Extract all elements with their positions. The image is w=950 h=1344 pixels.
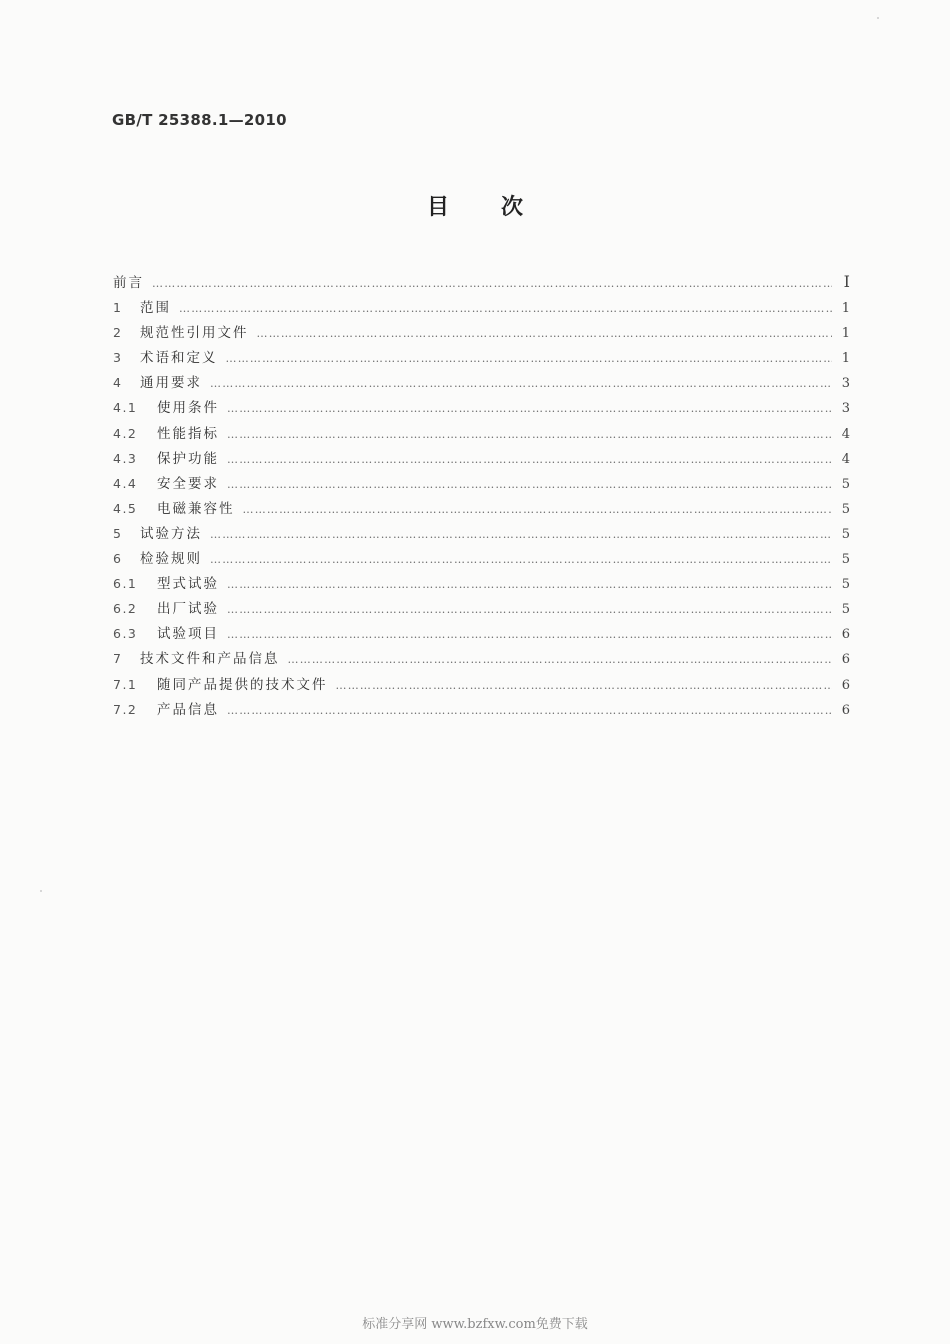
toc-entry-page: 6 — [841, 627, 850, 643]
toc-leader-dots — [210, 377, 832, 390]
toc-title — [0, 190, 950, 221]
toc-entry[interactable] — [113, 647, 850, 672]
toc-entry-number: 4.2 — [113, 425, 138, 441]
toc-entry[interactable] — [113, 321, 850, 346]
toc-entry-page: 3 — [841, 376, 850, 392]
toc-entry-number: 6.3 — [113, 626, 138, 642]
toc-entry-number: 4 — [113, 375, 123, 391]
toc-entry-title: 技术文件和产品信息 — [140, 651, 280, 668]
toc-entry-page: 1 — [841, 351, 850, 367]
toc-entry-page: 3 — [841, 401, 850, 417]
toc-entry-number: 6.1 — [113, 576, 138, 592]
toc-entry[interactable] — [113, 296, 850, 321]
toc-entry-page: 4 — [841, 451, 850, 467]
toc-leader-dots — [152, 277, 832, 290]
standard-number: GB/T 25388.1—2010 — [112, 111, 287, 129]
toc-entry-page: 6 — [841, 702, 850, 718]
toc-entry[interactable] — [113, 597, 850, 622]
toc-entry[interactable] — [113, 422, 850, 447]
toc-entry-page: 5 — [841, 526, 850, 542]
toc-entry-number: 3 — [113, 350, 123, 366]
toc-entry-number: 1 — [113, 300, 123, 316]
toc-entry[interactable] — [113, 698, 850, 723]
toc-entry-title: 安全要求 — [157, 475, 219, 492]
toc-leader-dots — [210, 553, 832, 566]
toc-entry-page: 4 — [841, 426, 850, 442]
toc-entry-page: 1 — [841, 326, 850, 342]
toc-leader-dots — [227, 478, 832, 491]
toc-entry-title: 通用要求 — [140, 375, 202, 392]
toc-entry-page: 5 — [841, 602, 850, 618]
toc-entry-number: 4.3 — [113, 450, 138, 466]
toc-entry-page: 5 — [841, 501, 850, 517]
toc-entry[interactable] — [113, 497, 850, 522]
toc-entry-number: 7 — [113, 651, 123, 667]
toc-title-char: 次 — [501, 195, 524, 220]
toc-leader-dots — [227, 453, 832, 466]
toc-entry-title: 保护功能 — [157, 450, 219, 467]
toc-entry-number: 4.1 — [113, 400, 138, 416]
toc-entry[interactable] — [113, 271, 850, 296]
toc-leader-dots — [227, 628, 832, 641]
toc-entry-title: 试验方法 — [140, 525, 202, 542]
toc-leader-dots — [243, 503, 833, 516]
toc-entry-page: 5 — [841, 476, 850, 492]
toc-entry-number: 7.2 — [113, 701, 138, 717]
toc-entry[interactable] — [113, 522, 850, 547]
toc-leader-dots — [288, 653, 833, 666]
toc-entry-number: 4.4 — [113, 475, 138, 491]
toc-leader-dots — [227, 428, 832, 441]
toc-leader-dots — [179, 302, 832, 315]
watermark-footer: 标准分享网 www.bzfxw.com免费下载 — [362, 1317, 588, 1332]
toc-entry-page: Ⅰ — [843, 272, 850, 291]
toc-entry[interactable] — [113, 472, 850, 497]
scan-speck — [40, 890, 42, 892]
toc-entry[interactable] — [113, 447, 850, 472]
toc-entry-title: 术语和定义 — [140, 350, 218, 367]
toc-leader-dots — [227, 704, 832, 717]
toc-entry-page: 6 — [841, 677, 850, 693]
toc-entry-number: 5 — [113, 525, 123, 541]
toc-entry-title: 检验规则 — [140, 551, 202, 568]
toc-entry-title: 产品信息 — [157, 701, 219, 718]
toc-entry-title: 范围 — [140, 300, 171, 317]
toc-entry[interactable] — [113, 346, 850, 371]
toc-entry-title: 电磁兼容性 — [157, 500, 235, 517]
toc-entry-title: 性能指标 — [157, 425, 219, 442]
toc-leader-dots — [336, 679, 833, 692]
toc-entry-page: 1 — [841, 301, 850, 317]
toc-leader-dots — [227, 402, 832, 415]
toc-entry-title: 使用条件 — [157, 400, 219, 417]
toc-entry[interactable] — [113, 673, 850, 698]
toc-entry[interactable] — [113, 622, 850, 647]
toc-entry-number: 2 — [113, 325, 123, 341]
toc-entry-number: 7.1 — [113, 676, 138, 692]
toc-entry-title: 随同产品提供的技术文件 — [157, 676, 328, 693]
toc-leader-dots — [227, 603, 832, 616]
toc-entry-title: 规范性引用文件 — [140, 325, 249, 342]
toc-entry-page: 5 — [841, 577, 850, 593]
table-of-contents — [113, 271, 850, 723]
toc-leader-dots — [257, 327, 833, 340]
toc-title-char: 目 — [426, 195, 449, 220]
toc-entry-title: 试验项目 — [157, 626, 219, 643]
toc-entry-title: 前言 — [113, 275, 144, 291]
toc-entry[interactable] — [113, 396, 850, 421]
toc-leader-dots — [210, 528, 832, 541]
toc-leader-dots — [226, 352, 833, 365]
toc-entry-number: 6 — [113, 551, 123, 567]
toc-entry-title: 出厂试验 — [157, 601, 219, 618]
toc-entry-number: 4.5 — [113, 500, 138, 516]
toc-entry[interactable] — [113, 371, 850, 396]
toc-entry[interactable] — [113, 572, 850, 597]
toc-entry-number: 6.2 — [113, 601, 138, 617]
toc-entry-page: 5 — [841, 552, 850, 568]
toc-entry-page: 6 — [841, 652, 850, 668]
toc-entry-title: 型式试验 — [157, 576, 219, 593]
toc-leader-dots — [227, 578, 832, 591]
scan-speck — [877, 17, 879, 19]
toc-entry[interactable] — [113, 547, 850, 572]
